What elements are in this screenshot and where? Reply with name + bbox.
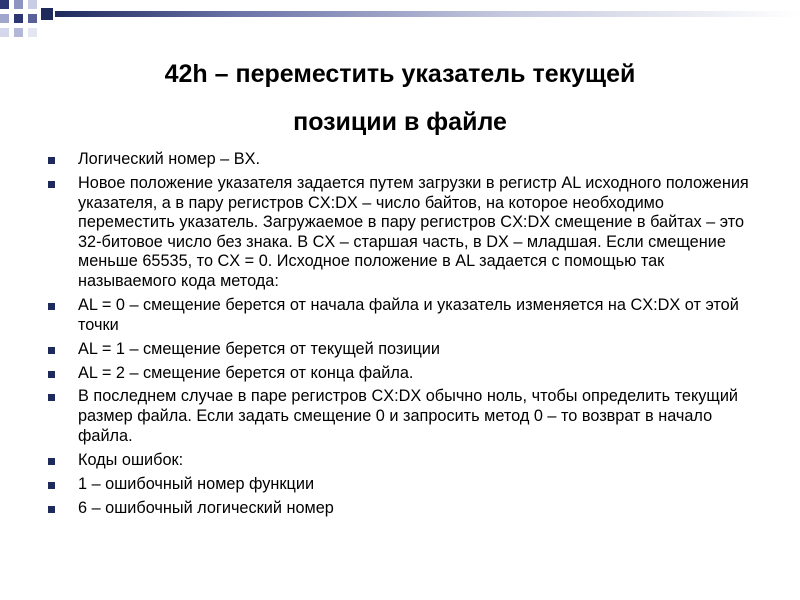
deco-square xyxy=(28,28,37,37)
list-item xyxy=(44,499,754,519)
deco-square xyxy=(28,0,37,9)
bullet-text: AL = 0 – смещение берется от начала файла и указатель изменяется на CX:DX от этой точки xyxy=(78,295,739,334)
deco-square xyxy=(0,14,9,23)
bullet-text: 1 – ошибочный номер функции xyxy=(78,474,315,493)
slide-title-line2: позиции в файле xyxy=(293,108,507,136)
deco-square xyxy=(14,0,23,9)
bullet-text: Логический номер – BX. xyxy=(78,150,260,168)
bullet-text: В последнем случае в паре регистров CX:DX обычно ноль, чтобы определить текущий размер файла. Если задать смещение 0 и запросить метод 0 – то возврат в начало файла. xyxy=(78,387,739,445)
bullet-text: Новое положение указателя задается путем загрузки в регистр AL исходного положения указателя, а в пару регистров CX:DX – число байтов, на которое необходимо переместить указатель. Загружаемое в пару регистров CX:DX смещение в байтах – это 32-битовое число без знака. В CX – старшая часть, в DX – младшая. Если смещение меньше 65535, то CX = 0. Исходное положение в AL задается с помощью так называемого кода метода: xyxy=(78,173,749,290)
square-bullet-icon xyxy=(48,371,55,378)
square-bullet-icon xyxy=(48,458,55,465)
deco-square xyxy=(0,0,9,9)
list-item xyxy=(44,387,754,446)
deco-square xyxy=(28,14,37,23)
square-bullet-icon xyxy=(48,157,55,164)
slide-title xyxy=(0,50,800,146)
list-item xyxy=(44,174,754,292)
list-item xyxy=(44,364,754,384)
deco-gradient-bar xyxy=(55,11,800,17)
list-item xyxy=(44,296,754,335)
square-bullet-icon xyxy=(48,506,55,513)
square-bullet-icon xyxy=(48,482,55,489)
square-bullet-icon xyxy=(48,394,55,401)
square-bullet-icon xyxy=(48,347,55,354)
list-item xyxy=(44,150,754,170)
square-bullet-icon xyxy=(48,303,55,310)
bullet-list xyxy=(44,150,754,523)
bullet-text: AL = 1 – смещение берется от текущей позиции xyxy=(78,339,440,358)
deco-square xyxy=(14,14,23,23)
deco-square xyxy=(14,28,23,37)
bullet-text: 6 – ошибочный логический номер xyxy=(78,498,334,517)
list-item xyxy=(44,475,754,495)
deco-square xyxy=(41,8,53,20)
bullet-text: Коды ошибок: xyxy=(78,450,184,469)
slide-title-line1: 42h – переместить указатель текущей xyxy=(164,60,636,88)
decorative-header-squares xyxy=(0,0,800,50)
list-item xyxy=(44,340,754,360)
square-bullet-icon xyxy=(48,181,55,188)
deco-square xyxy=(0,28,9,37)
list-item xyxy=(44,451,754,471)
bullet-text: AL = 2 – смещение берется от конца файла. xyxy=(78,363,414,382)
